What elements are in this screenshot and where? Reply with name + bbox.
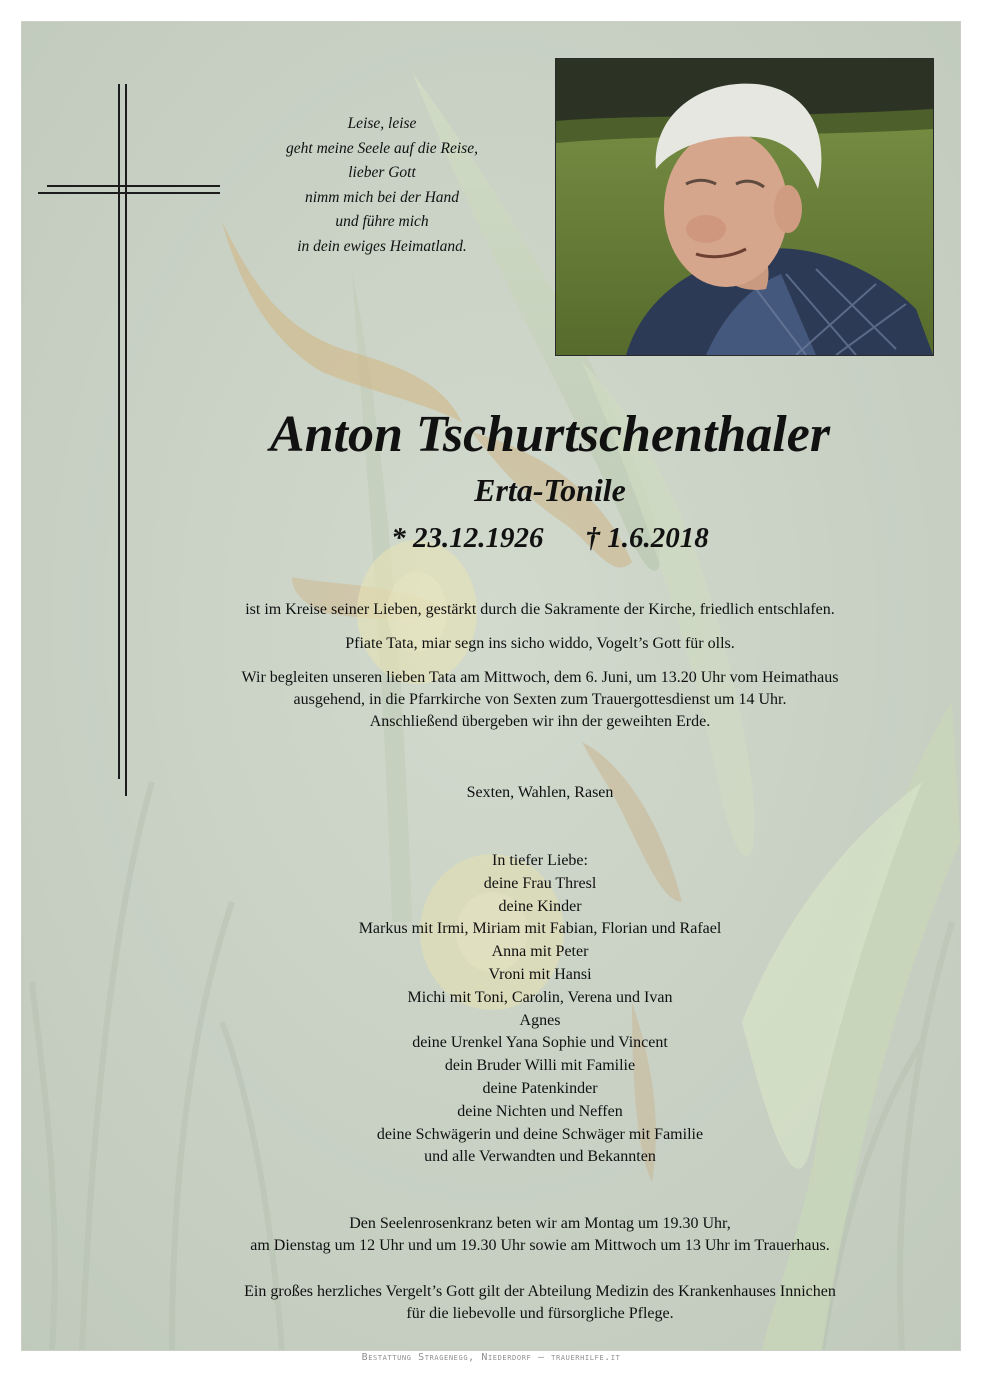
mourner-line: Vroni mit Hansi bbox=[488, 965, 592, 983]
poem-line: Leise, leise bbox=[347, 115, 417, 132]
funeral-line: ausgehend, in die Pfarrkirche von Sexten zum Trauergottesdienst um 14 Uhr. bbox=[293, 691, 787, 708]
death-date: † 1.6.2018 bbox=[585, 522, 709, 554]
mourners-list bbox=[150, 850, 930, 1169]
memorial-poem bbox=[252, 112, 512, 259]
mourner-line: Michi mit Toni, Carolin, Verena und Ivan bbox=[407, 988, 673, 1006]
obituary-sheet bbox=[22, 22, 960, 1350]
rosary-notice bbox=[150, 1213, 930, 1257]
mourner-line: deine Patenkinder bbox=[482, 1079, 598, 1097]
birth-date: * 23.12.1926 bbox=[391, 522, 544, 554]
funeral-line: Anschließend übergeben wir ihn der geweihten Erde. bbox=[369, 713, 711, 730]
mourner-line: dein Bruder Willi mit Familie bbox=[444, 1057, 636, 1075]
poem-line: geht meine Seele auf die Reise, bbox=[286, 139, 478, 157]
mourner-line: In tiefer Liebe: bbox=[492, 852, 588, 869]
thanks-line: für die liebevolle und fürsorgliche Pflege. bbox=[406, 1305, 674, 1322]
thanks-notice bbox=[150, 1281, 930, 1325]
mourner-line: deine Nichten und Neffen bbox=[457, 1102, 623, 1120]
cross-horizontal-line bbox=[38, 192, 220, 194]
farewell-line: Pfiate Tata, miar segn ins sicho widdo, Vogelt’s Gott für olls. bbox=[345, 635, 735, 652]
thanks-line: Ein großes herzliches Vergelt’s Gott gilt der Abteilung Medizin des Krankenhauses Innichen bbox=[244, 1283, 836, 1300]
mourner-line: deine Urenkel Yana Sophie und Vincent bbox=[412, 1034, 668, 1052]
poem-line: lieber Gott bbox=[348, 164, 416, 181]
cross-horizontal-line bbox=[47, 185, 220, 187]
cross-vertical-line bbox=[118, 84, 120, 779]
rosary-line: am Dienstag um 12 Uhr und um 19.30 Uhr sowie am Mittwoch um 13 Uhr im Trauerhaus. bbox=[250, 1237, 830, 1254]
poem-line: und führe mich bbox=[335, 213, 429, 230]
rosary-line: Den Seelenrosenkranz beten wir am Montag um 19.30 Uhr, bbox=[349, 1215, 731, 1232]
announcement-line: ist im Kreise seiner Lieben, gestärkt durch die Sakramente der Kirche, friedlich entschlafen. bbox=[245, 601, 835, 618]
mourner-line: Anna mit Peter bbox=[491, 943, 589, 961]
funeral-details bbox=[150, 667, 930, 733]
footer-credit: Bestattung Stragenegg, Niederdorf – trauerhilfe.it bbox=[361, 1352, 621, 1363]
deceased-name: Anton Tschurtschenthaler bbox=[269, 406, 831, 463]
mourner-line: deine Schwägerin und deine Schwäger mit Familie bbox=[376, 1125, 704, 1143]
deceased-nickname: Erta-Tonile bbox=[474, 472, 626, 508]
life-dates bbox=[190, 519, 910, 557]
mourner-line: und alle Verwandten und Bekannten bbox=[424, 1148, 656, 1166]
mourner-line: Agnes bbox=[519, 1011, 561, 1029]
portrait-photo bbox=[555, 58, 934, 356]
cross-vertical-line bbox=[125, 84, 127, 796]
funeral-line: Wir begleiten unseren lieben Tata am Mittwoch, dem 6. Juni, um 13.20 Uhr vom Heimathaus bbox=[241, 669, 839, 686]
mourner-line: deine Kinder bbox=[498, 897, 582, 915]
poem-line: nimm mich bei der Hand bbox=[304, 188, 460, 206]
mourner-line: deine Frau Thresl bbox=[483, 874, 597, 892]
poem-line: in dein ewiges Heimatland. bbox=[297, 237, 467, 255]
mourner-line: Markus mit Irmi, Miriam mit Fabian, Florian und Rafael bbox=[358, 920, 722, 938]
place-line: Sexten, Wahlen, Rasen bbox=[466, 784, 614, 801]
